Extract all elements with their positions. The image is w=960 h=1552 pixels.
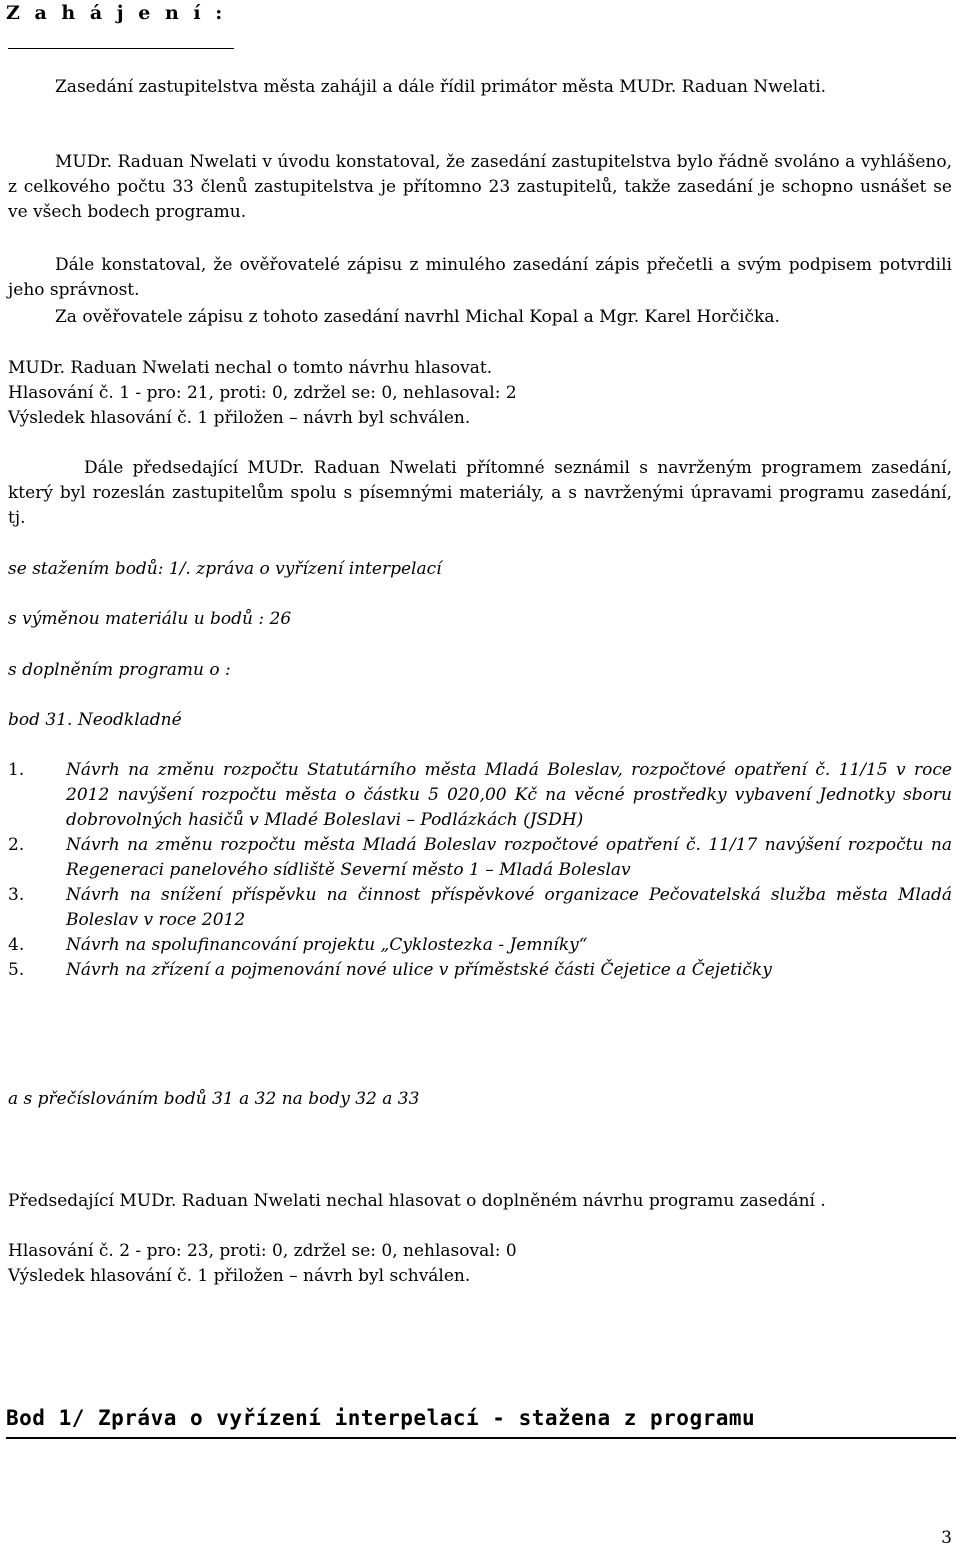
list-item-number: 2. [8, 835, 25, 855]
vote1-intro: MUDr. Raduan Nwelati nechal o tomto návrhu hlasovat. [8, 358, 493, 378]
supplement-list [8, 758, 952, 983]
renumbering-note: a s přečíslováním bodů 31 a 32 na body 32 a 33 [8, 1089, 420, 1109]
vote2-line: Hlasování č. 2 - pro: 23, proti: 0, zdržel se: 0, nehlasoval: 0 [8, 1241, 517, 1261]
list-item [8, 933, 952, 958]
vote2-intro: Předsedající MUDr. Raduan Nwelati nechal hlasovat o doplněném návrhu programu zasedání . [8, 1191, 826, 1211]
list-item [8, 758, 952, 833]
verifiers-proposal: Za ověřovatele zápisu z tohoto zasedání navrhl Michal Kopal a Mgr. Karel Horčička. [55, 307, 780, 327]
program-paragraph: Dále předsedající MUDr. Raduan Nwelati přítomné seznámil s navrženým programem zasedání, který byl rozeslán zastupitelům spolu s písemnými materiály, a s navrženými úpravami programu zasedání, tj. [8, 458, 952, 528]
page-number: 3 [941, 1528, 952, 1548]
list-item-text: Návrh na změnu rozpočtu města Mladá Boleslav rozpočtové opatření č. 11/17 navýšení rozpočtu na Regeneraci panelového sídliště Severní město 1 – Mladá Boleslav [66, 835, 952, 880]
withdrawn-items: se stažením bodů: 1/. zpráva o vyřízení interpelací [8, 559, 442, 579]
urgent-item: bod 31. Neodkladné [8, 710, 182, 730]
list-item-text: Návrh na změnu rozpočtu Statutárního města Mladá Boleslav, rozpočtové opatření č. 11/15 v roce 2012 navýšení rozpočtu města o částku 5 020,00 Kč na věcné prostředky vybavení Jednotky sboru dobrovolných hasičů v Mladé Boleslavi – Podlázkách (JSDH) [66, 760, 952, 830]
vote1-line: Hlasování č. 1 - pro: 21, proti: 0, zdržel se: 0, nehlasoval: 2 [8, 383, 517, 403]
agenda-item-title: Bod 1/ Zpráva o vyřízení interpelací - stažena z programu [6, 1406, 756, 1430]
program-supplement: s doplněním programu o : [8, 660, 231, 680]
opening-paragraph: Zasedání zastupitelstva města zahájil a dále řídil primátor města MUDr. Raduan Nwelati. [55, 77, 827, 97]
vote2-result: Výsledek hlasování č. 1 přiložen – návrh byl schválen. [8, 1266, 471, 1286]
list-item [8, 958, 952, 983]
verifiers-paragraph: Dále konstatoval, že ověřovatelé zápisu z minulého zasedání zápis přečetli a svým podpisem potvrdili jeho správnost. [8, 255, 952, 300]
list-item-number: 1. [8, 760, 25, 780]
list-item [8, 883, 952, 933]
list-item-text: Návrh na snížení příspěvku na činnost příspěvkové organizace Pečovatelská služba města Mladá Boleslav v roce 2012 [66, 885, 952, 930]
list-item [8, 833, 952, 883]
list-item-number: 5. [8, 960, 25, 980]
agenda-item-rule [6, 1437, 956, 1439]
list-item-number: 3. [8, 885, 25, 905]
list-item-text: Návrh na zřízení a pojmenování nové ulice v příměstské části Čejetice a Čejetičky [66, 960, 772, 980]
material-exchange: s výměnou materiálu u bodů : 26 [8, 609, 292, 629]
list-item-text: Návrh na spolufinancování projektu „Cyklostezka - Jemníky“ [66, 935, 588, 955]
quorum-paragraph: MUDr. Raduan Nwelati v úvodu konstatoval, že zasedání zastupitelstva bylo řádně svoláno a vyhlášeno, z celkového počtu 33 členů zastupitelstva je přítomno 23 zastupitelů, takže zasedání je schopno usnášet se ve všech bodech programu. [8, 152, 952, 222]
vote1-result: Výsledek hlasování č. 1 přiložen – návrh byl schválen. [8, 408, 471, 428]
list-item-number: 4. [8, 935, 25, 955]
heading-underline [8, 48, 234, 49]
section-heading: Z a h á j e n í : [6, 2, 227, 24]
